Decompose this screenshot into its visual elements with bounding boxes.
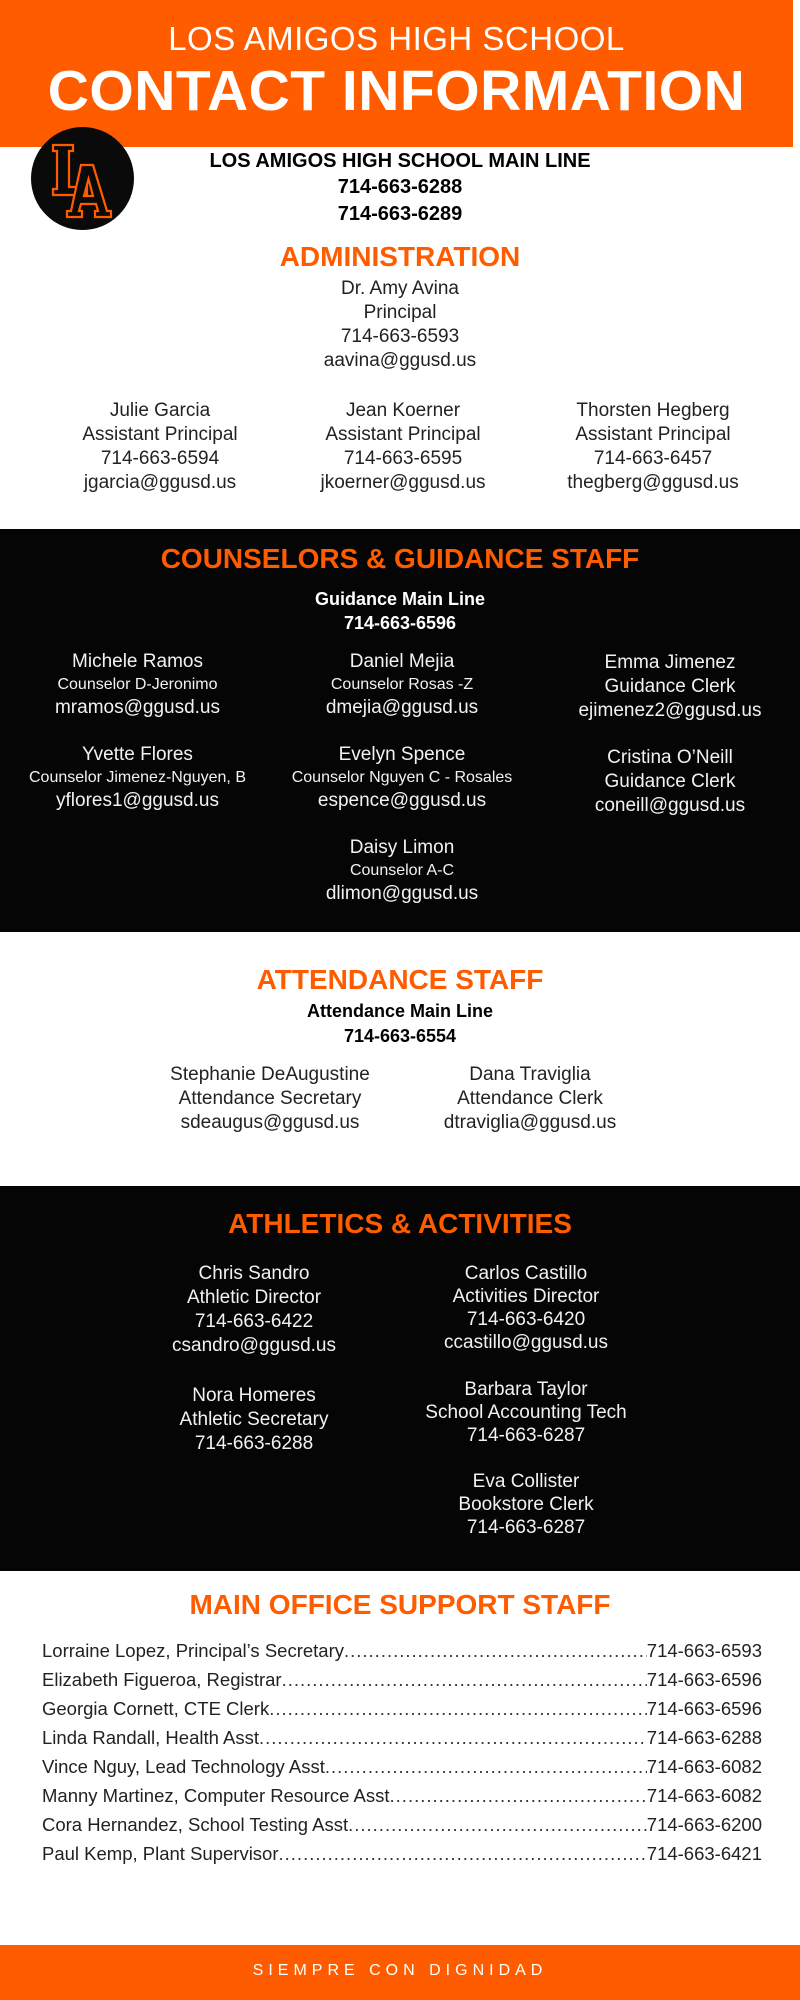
- staff-role: Assistant Principal: [325, 424, 481, 445]
- staff-name: Eva Collister: [472, 1471, 580, 1492]
- counselor-card: [272, 836, 532, 906]
- staff-phone: 714-663-6593: [646, 1640, 762, 1661]
- counselor-card: [10, 743, 265, 813]
- athletics-card: [154, 1384, 354, 1456]
- staff-role: Assistant Principal: [82, 424, 238, 445]
- staff-email[interactable]: thegberg@ggusd.us: [567, 472, 739, 493]
- staff-phone: 714-663-6420: [466, 1309, 586, 1330]
- main-line-phone-2: 714-663-6289: [337, 203, 463, 225]
- staff-email[interactable]: jgarcia@ggusd.us: [83, 472, 237, 493]
- staff-phone: 714-663-6200: [646, 1814, 762, 1835]
- counselor-card: [560, 746, 780, 818]
- header-banner: [0, 0, 793, 147]
- staff-email[interactable]: coneill@ggusd.us: [594, 795, 746, 816]
- school-logo: [31, 127, 134, 230]
- staff-phone: 714-663-6594: [100, 448, 220, 469]
- dot-leader: [325, 1756, 647, 1778]
- staff-role: Bookstore Clerk: [458, 1494, 594, 1515]
- staff-phone: 714-663-6288: [646, 1727, 762, 1748]
- staff-email[interactable]: dtraviglia@ggusd.us: [443, 1112, 617, 1133]
- staff-name: Yvette Flores: [82, 744, 193, 765]
- assistant-principal-card: [303, 399, 503, 495]
- staff-phone: 714-663-6421: [646, 1843, 762, 1864]
- staff-role: Counselor Nguyen C - Rosales: [291, 769, 513, 786]
- staff-role: Guidance Clerk: [604, 771, 736, 792]
- athletics-card: [406, 1378, 646, 1447]
- staff-role: Counselor D-Jeronimo: [57, 676, 218, 693]
- staff-name: Dr. Amy Avina: [341, 278, 459, 299]
- section-title-administration: ADMINISTRATION: [279, 241, 521, 272]
- staff-email[interactable]: mramos@ggusd.us: [54, 697, 221, 718]
- attendance-card: [150, 1063, 390, 1135]
- staff-name: Michele Ramos: [72, 651, 203, 672]
- staff-role: Activities Director: [452, 1286, 600, 1307]
- dot-leader: [348, 1814, 647, 1836]
- staff-name: Jean Koerner: [345, 400, 461, 421]
- dot-leader: [282, 1669, 647, 1691]
- athletics-card: [154, 1262, 354, 1358]
- footer-banner: [0, 1945, 800, 2000]
- assistant-principal-card: [553, 399, 753, 495]
- staff-role: Counselor A-C: [349, 862, 455, 879]
- staff-phone: 714-663-6287: [466, 1517, 586, 1538]
- dot-leader: [259, 1727, 647, 1749]
- staff-name-role: Georgia Cornett, CTE Clerk: [42, 1698, 270, 1719]
- principal-card: [250, 277, 550, 373]
- counselor-card: [272, 650, 532, 720]
- staff-phone: 714-663-6287: [466, 1425, 586, 1446]
- staff-email[interactable]: ccastillo@ggusd.us: [444, 1332, 608, 1353]
- staff-name: Carlos Castillo: [464, 1263, 588, 1284]
- staff-name: Nora Homeres: [192, 1385, 316, 1406]
- staff-role: Guidance Clerk: [604, 676, 736, 697]
- staff-email[interactable]: sdeaugus@ggusd.us: [180, 1112, 360, 1133]
- staff-name-role: Paul Kemp, Plant Supervisor: [42, 1843, 279, 1864]
- section-title-counselors: COUNSELORS & GUIDANCE STAFF: [160, 543, 640, 574]
- staff-phone: 714-663-6457: [593, 448, 713, 469]
- list-item: [42, 1814, 762, 1840]
- athletics-section: [0, 1186, 800, 1571]
- staff-role: Principal: [363, 302, 437, 323]
- staff-name-role: Lorraine Lopez, Principal’s Secretary: [42, 1640, 344, 1661]
- staff-email[interactable]: yflores1@ggusd.us: [56, 790, 219, 811]
- school-motto: SIEMPRE CON DIGNIDAD: [252, 1962, 548, 1979]
- staff-name-role: Vince Nguy, Lead Technology Asst: [42, 1756, 325, 1777]
- list-item: [42, 1698, 762, 1724]
- staff-role: Athletic Secretary: [179, 1409, 329, 1430]
- staff-role: Assistant Principal: [575, 424, 731, 445]
- attendance-main-line-phone: 714-663-6554: [343, 1026, 457, 1046]
- staff-name: Daisy Limon: [349, 837, 455, 858]
- dot-leader: [390, 1785, 647, 1807]
- main-office-list: [42, 1640, 762, 1864]
- section-title-attendance: ATTENDANCE STAFF: [256, 964, 544, 995]
- staff-name-role: Elizabeth Figueroa, Registrar: [42, 1669, 282, 1690]
- staff-role: Athletic Director: [186, 1287, 322, 1308]
- guidance-main-line-label: Guidance Main Line: [314, 589, 486, 609]
- staff-phone: 714-663-6082: [646, 1785, 762, 1806]
- counselor-card: [10, 650, 265, 720]
- list-item: [42, 1640, 762, 1666]
- attendance-card: [420, 1063, 640, 1135]
- staff-name: Evelyn Spence: [338, 744, 466, 765]
- staff-role: Attendance Secretary: [178, 1088, 362, 1109]
- counselors-section: [0, 529, 800, 932]
- staff-name: Chris Sandro: [198, 1263, 310, 1284]
- staff-name: Emma Jimenez: [604, 652, 736, 673]
- counselor-card: [560, 651, 780, 723]
- staff-phone: 714-663-6593: [340, 326, 460, 347]
- staff-email[interactable]: espence@ggusd.us: [317, 790, 487, 811]
- staff-email[interactable]: csandro@ggusd.us: [172, 1335, 336, 1356]
- staff-phone: 714-663-6596: [646, 1698, 762, 1719]
- assistant-principal-card: [60, 399, 260, 495]
- staff-phone: 714-663-6288: [194, 1433, 314, 1454]
- la-monogram-icon: [31, 127, 134, 230]
- dot-leader: [279, 1843, 647, 1865]
- main-line-phone-1: 714-663-6288: [337, 176, 463, 198]
- list-item: [42, 1756, 762, 1782]
- athletics-card: [406, 1470, 646, 1539]
- staff-name: Thorsten Hegberg: [576, 400, 730, 421]
- staff-role: School Accounting Tech: [425, 1402, 627, 1423]
- staff-name: Julie Garcia: [109, 400, 211, 421]
- dot-leader: [344, 1640, 647, 1662]
- staff-phone: 714-663-6422: [194, 1311, 314, 1332]
- staff-name: Daniel Mejia: [349, 651, 455, 672]
- list-item: [42, 1785, 762, 1811]
- counselor-card: [272, 743, 532, 813]
- list-item: [42, 1727, 762, 1753]
- staff-phone: 714-663-6082: [646, 1756, 762, 1777]
- staff-phone: 714-663-6595: [343, 448, 463, 469]
- list-item: [42, 1669, 762, 1695]
- list-item: [42, 1843, 762, 1869]
- staff-name-role: Cora Hernandez, School Testing Asst: [42, 1814, 349, 1835]
- section-title-main-office: MAIN OFFICE SUPPORT STAFF: [189, 1589, 611, 1620]
- staff-name-role: Manny Martinez, Computer Resource Asst: [42, 1785, 390, 1806]
- athletics-card: [406, 1262, 646, 1354]
- attendance-main-line-label: Attendance Main Line: [306, 1001, 494, 1021]
- staff-name: Dana Traviglia: [469, 1064, 591, 1085]
- staff-name: Barbara Taylor: [464, 1379, 588, 1400]
- main-line-label: LOS AMIGOS HIGH SCHOOL MAIN LINE: [209, 150, 591, 172]
- staff-name: Stephanie DeAugustine: [170, 1064, 370, 1085]
- staff-name-role: Linda Randall, Health Asst: [42, 1727, 259, 1748]
- staff-email[interactable]: dlimon@ggusd.us: [325, 883, 479, 904]
- staff-email[interactable]: aavina@ggusd.us: [323, 350, 477, 371]
- staff-role: Counselor Jimenez-Nguyen, B: [29, 769, 246, 786]
- staff-email[interactable]: jkoerner@ggusd.us: [320, 472, 486, 493]
- staff-role: Attendance Clerk: [457, 1088, 603, 1109]
- staff-name: Cristina O’Neill: [607, 747, 733, 768]
- staff-phone: 714-663-6596: [646, 1669, 762, 1690]
- staff-email[interactable]: ejimenez2@ggusd.us: [578, 700, 762, 721]
- page-title: CONTACT INFORMATION: [47, 59, 746, 123]
- main-line-block: [160, 150, 640, 230]
- guidance-main-line-phone: 714-663-6596: [343, 613, 457, 633]
- dot-leader: [269, 1698, 647, 1720]
- school-name: LOS AMIGOS HIGH SCHOOL: [168, 20, 625, 57]
- staff-email[interactable]: dmejia@ggusd.us: [325, 697, 479, 718]
- staff-role: Counselor Rosas -Z: [330, 676, 474, 693]
- section-title-athletics: ATHLETICS & ACTIVITIES: [228, 1208, 572, 1239]
